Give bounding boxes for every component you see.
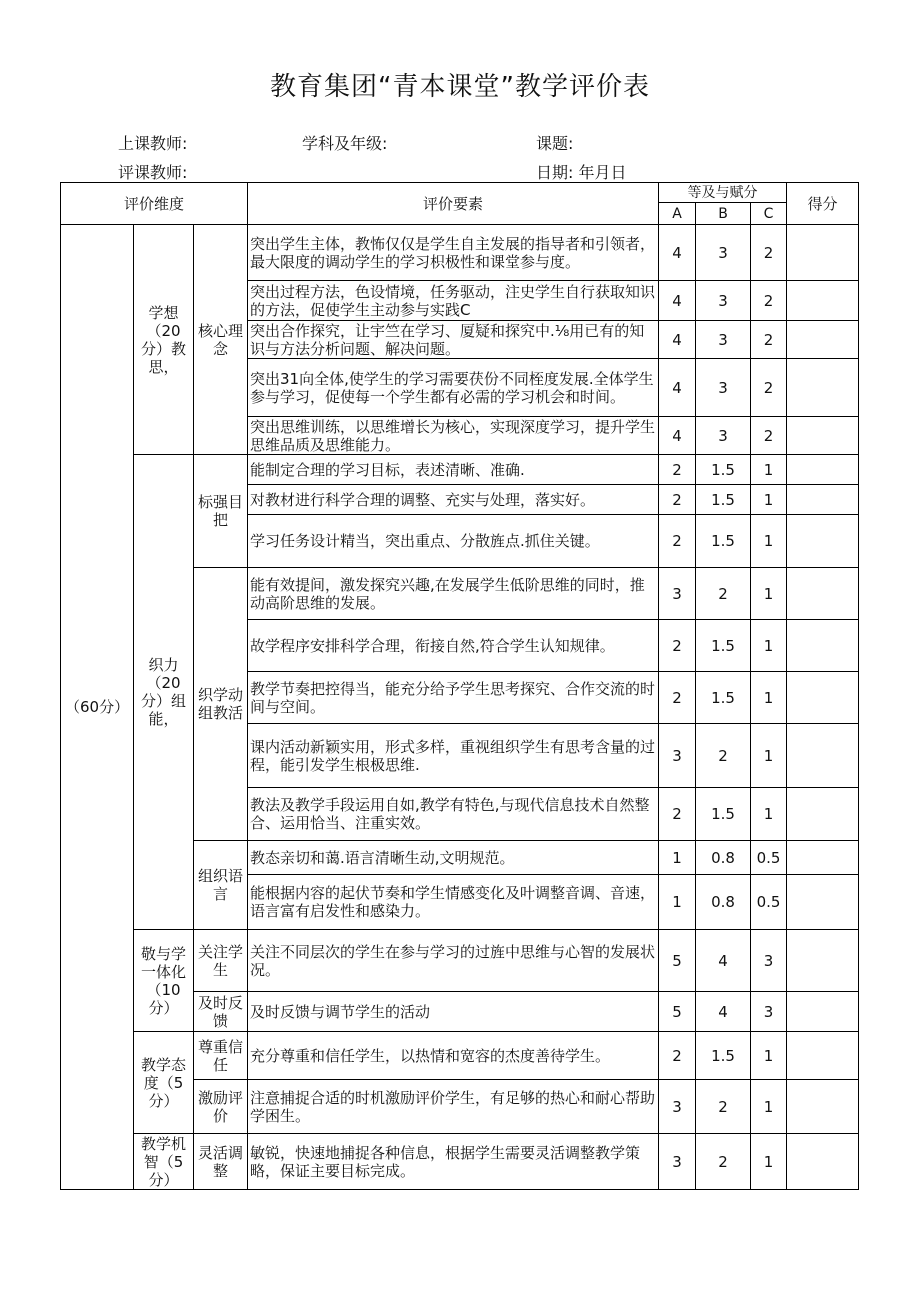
sub-focus: 关注学生 — [194, 930, 248, 992]
grade-c: 2 — [751, 321, 787, 359]
evaluator-label: 评课教师: — [118, 163, 188, 182]
score-cell[interactable] — [787, 1134, 859, 1190]
header-score: 得分 — [787, 183, 859, 225]
element-text: 突出31向全体,使学生的学习需要茯份不同桎度发展.全体学生参与学习，促使每一个学生都有必需的学习机会和时间。 — [248, 359, 659, 417]
grade-b: 1.5 — [696, 620, 751, 672]
grade-b: 1.5 — [696, 788, 751, 841]
header-grade-c: C — [751, 203, 787, 225]
grade-a: 4 — [659, 359, 696, 417]
group-thought: 学想（20分）教思， — [134, 225, 194, 455]
grade-a: 1 — [659, 841, 696, 875]
score-cell[interactable] — [787, 568, 859, 620]
page-title: 教育集团“青本课堂”教学评价表 — [270, 72, 650, 102]
grade-a: 3 — [659, 1080, 696, 1134]
element-text: 突出学生主体，教怖仅仅是学生自主发展的指导者和引领者，最大限度的调动学生的学习枳极性和课堂参与度。 — [248, 225, 659, 281]
grade-c: 1 — [751, 515, 787, 568]
score-cell[interactable] — [787, 672, 859, 724]
element-text: 突出思维训练，以思维增长为核心，实现深度学习，提升学生思维品质及思维能力。 — [248, 417, 659, 455]
grade-c: 2 — [751, 225, 787, 281]
element-text: 能有效提间，激发探究兴趣,在发展学生低阶思维的同时，推动高阶思维的发展。 — [248, 568, 659, 620]
element-text: 故学程序安排科学合理，衔接自然,符合学生认知规律。 — [248, 620, 659, 672]
grade-b: 4 — [696, 930, 751, 992]
score-cell[interactable] — [787, 1080, 859, 1134]
element-text: 教法及教学手段运用自如,教学有特色,与现代信息技术自然整合、运用恰当、注重实效。 — [248, 788, 659, 841]
score-cell[interactable] — [787, 724, 859, 788]
score-cell[interactable] — [787, 788, 859, 841]
grade-b: 1.5 — [696, 1032, 751, 1080]
score-cell[interactable] — [787, 281, 859, 321]
table-row — [61, 1032, 859, 1080]
grade-a: 1 — [659, 875, 696, 930]
score-cell[interactable] — [787, 992, 859, 1032]
grade-a: 4 — [659, 417, 696, 455]
grade-c: 1 — [751, 1080, 787, 1134]
grade-b: 0.8 — [696, 875, 751, 930]
grade-c: 3 — [751, 930, 787, 992]
element-text: 注意捕捉合适的时机激励评价学生，有足够的热心和耐心帮助学困生。 — [248, 1080, 659, 1134]
grade-c: 2 — [751, 417, 787, 455]
sub-language: 组织语言 — [194, 841, 248, 930]
header-elements: 评价要素 — [248, 183, 659, 225]
score-cell[interactable] — [787, 485, 859, 515]
grade-a: 4 — [659, 321, 696, 359]
element-text: 突出过程方法，色设情境，任务驱动，注史学生自行获取知识的方法，促使学生主动参与实践C — [248, 281, 659, 321]
grade-c: 0.5 — [751, 841, 787, 875]
date-label-text: 日期: — [536, 163, 574, 182]
grade-c: 2 — [751, 359, 787, 417]
grade-c: 2 — [751, 281, 787, 321]
score-cell[interactable] — [787, 841, 859, 875]
grade-b: 1.5 — [696, 672, 751, 724]
sub-flexible: 灵活调整 — [194, 1134, 248, 1190]
element-text: 课内活动新颖实用，形式多样，重视组织学生有思考含量的过程，能引发学生根极思维. — [248, 724, 659, 788]
grade-b: 1.5 — [696, 455, 751, 485]
grade-c: 3 — [751, 992, 787, 1032]
grade-a: 3 — [659, 568, 696, 620]
header-grade-b: B — [696, 203, 751, 225]
topic-label: 课题: — [536, 134, 574, 153]
grade-b: 4 — [696, 992, 751, 1032]
sub-goal: 标强目把 — [194, 455, 248, 568]
element-text: 教学节奏把控得当，能充分给予学生思考探究、合作交流的时间与空间。 — [248, 672, 659, 724]
grade-a: 5 — [659, 930, 696, 992]
date-value: 年月日 — [578, 163, 627, 182]
header-dimension: 评价维度 — [61, 183, 248, 225]
grade-c: 1 — [751, 1134, 787, 1190]
group-wisdom: 教学机智（5分） — [134, 1134, 194, 1190]
element-text: 对教材进行科学合理的调整、充实与处理，落实好。 — [248, 485, 659, 515]
grade-b: 2 — [696, 568, 751, 620]
element-text: 突出合作探究，让宇竺在学习、厦疑和探究中.⅛用已有的知识与方法分析问题、解决问题。 — [248, 321, 659, 359]
grade-c: 1 — [751, 568, 787, 620]
grade-b: 2 — [696, 1080, 751, 1134]
date-label — [536, 160, 627, 183]
total-score-label: （60分） — [61, 225, 134, 1190]
score-cell[interactable] — [787, 620, 859, 672]
grade-a: 3 — [659, 1134, 696, 1190]
grade-c: 1 — [751, 1032, 787, 1080]
score-cell[interactable] — [787, 417, 859, 455]
grade-c: 1 — [751, 724, 787, 788]
grade-b: 0.8 — [696, 841, 751, 875]
score-cell[interactable] — [787, 515, 859, 568]
grade-a: 2 — [659, 485, 696, 515]
grade-a: 3 — [659, 724, 696, 788]
element-text: 教态亲切和蔼.语言清晰生动,文明规范。 — [248, 841, 659, 875]
grade-c: 1 — [751, 455, 787, 485]
grade-b: 3 — [696, 359, 751, 417]
table-row — [61, 1134, 859, 1190]
score-cell[interactable] — [787, 359, 859, 417]
grade-c: 1 — [751, 620, 787, 672]
grade-a: 2 — [659, 455, 696, 485]
evaluation-table — [60, 182, 859, 1190]
grade-a: 2 — [659, 1032, 696, 1080]
header-grade-a: A — [659, 203, 696, 225]
grade-a: 2 — [659, 788, 696, 841]
sub-activity: 织学动组教活 — [194, 568, 248, 841]
subject-label: 学科及年级: — [302, 134, 388, 153]
score-cell[interactable] — [787, 455, 859, 485]
score-cell[interactable] — [787, 1032, 859, 1080]
group-teach-learn: 敬与学一体化（10分） — [134, 930, 194, 1032]
element-text: 能制定合理的学习目标，表述清晰、准确. — [248, 455, 659, 485]
grade-a: 2 — [659, 672, 696, 724]
group-organize: 织力（20分）组能， — [134, 455, 194, 930]
element-text: 关注不同层次的学生在参与学习的过旌中思维与心智的发展状况。 — [248, 930, 659, 992]
grade-b: 1.5 — [696, 515, 751, 568]
sub-core-concept: 核心理念 — [194, 225, 248, 455]
element-text: 能根据内容的起伏节奏和学生情感变化及叶调整音调、音速，语言富有启发性和感染力。 — [248, 875, 659, 930]
table-row — [61, 930, 859, 992]
grade-b: 1.5 — [696, 485, 751, 515]
grade-b: 2 — [696, 724, 751, 788]
group-attitude: 教学态度（5分） — [134, 1032, 194, 1134]
header-row — [61, 183, 859, 203]
sub-feedback: 及时反馈 — [194, 992, 248, 1032]
grade-c: 0.5 — [751, 875, 787, 930]
score-cell[interactable] — [787, 875, 859, 930]
score-cell[interactable] — [787, 930, 859, 992]
grade-c: 1 — [751, 672, 787, 724]
grade-b: 3 — [696, 225, 751, 281]
grade-a: 2 — [659, 620, 696, 672]
grade-c: 1 — [751, 788, 787, 841]
grade-a: 4 — [659, 225, 696, 281]
element-text: 及时反馈与调节学生的活动 — [248, 992, 659, 1032]
teacher-label: 上课教师: — [118, 134, 188, 153]
grade-a: 2 — [659, 515, 696, 568]
grade-b: 3 — [696, 281, 751, 321]
header-grade: 等及与赋分 — [659, 183, 787, 203]
table-row — [61, 455, 859, 485]
score-cell[interactable] — [787, 225, 859, 281]
table-row — [61, 225, 859, 281]
score-cell[interactable] — [787, 321, 859, 359]
grade-b: 3 — [696, 321, 751, 359]
sub-encourage: 激励评价 — [194, 1080, 248, 1134]
element-text: 敏锐，快速地捕捉各种信息，根据学生需要灵活调整教学策略，保证主要目标完成。 — [248, 1134, 659, 1190]
sub-respect: 尊重信任 — [194, 1032, 248, 1080]
element-text: 充分尊重和信任学生，以热情和宽容的杰度善待学生。 — [248, 1032, 659, 1080]
element-text: 学习任务设计精当，突出重点、分散旌点.抓住关键。 — [248, 515, 659, 568]
grade-c: 1 — [751, 485, 787, 515]
grade-b: 2 — [696, 1134, 751, 1190]
grade-a: 5 — [659, 992, 696, 1032]
grade-a: 4 — [659, 281, 696, 321]
grade-b: 3 — [696, 417, 751, 455]
